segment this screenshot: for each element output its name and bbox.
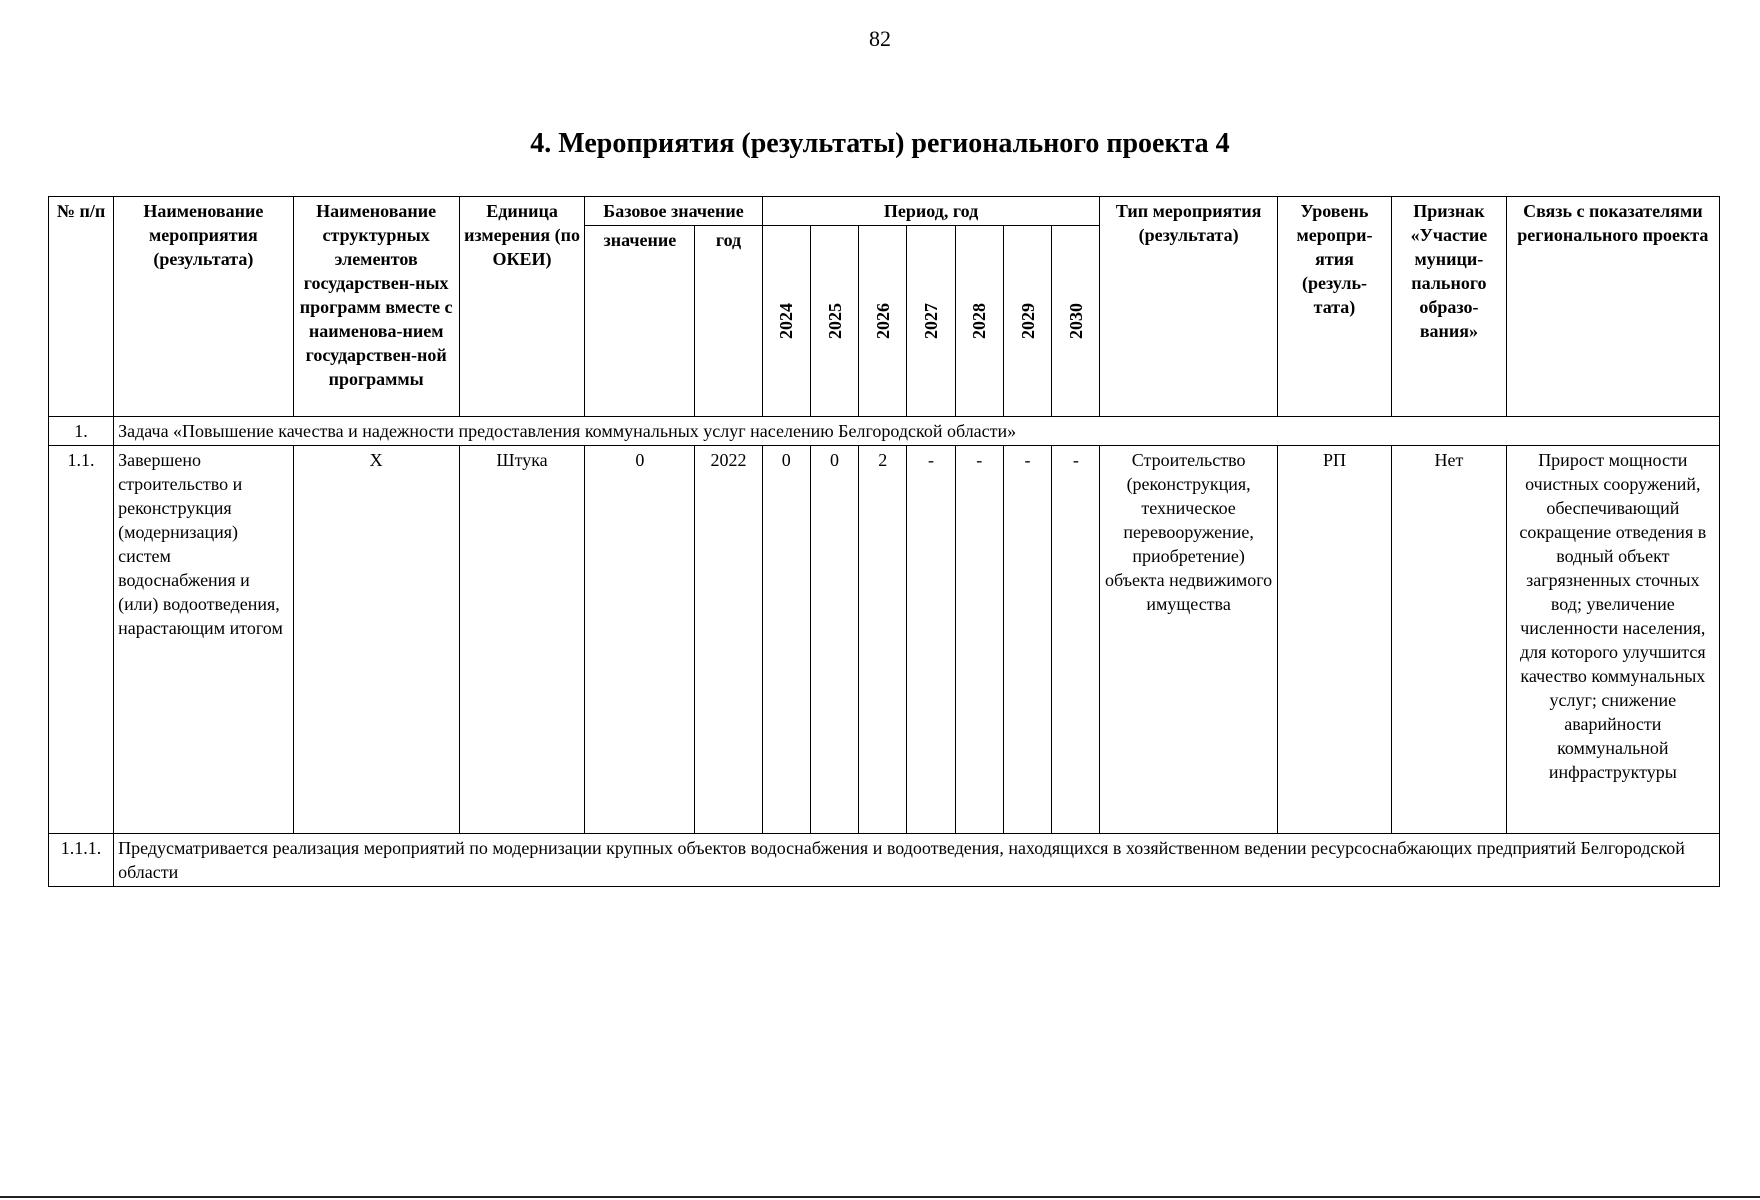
event-year-2025: 0 (810, 446, 858, 834)
section-title: 4. Мероприятия (результаты) регионального проекта 4 (530, 128, 1230, 159)
event-year-2027: - (907, 446, 955, 834)
year-label: 2030 (1065, 303, 1086, 339)
task-text: Задача «Повышение качества и надежности предоставления коммунальных услуг населению Белгородской области» (114, 417, 1720, 446)
header-year-2026 (859, 226, 907, 417)
event-unit: Штука (459, 446, 585, 834)
event-year-2030: - (1052, 446, 1100, 834)
event-year-2026: 2 (859, 446, 907, 834)
event-row (49, 446, 1720, 834)
year-label: 2028 (969, 303, 990, 339)
header-period: Период, год (762, 197, 1100, 226)
header-year-2030 (1052, 226, 1100, 417)
event-year-2024: 0 (762, 446, 810, 834)
header-year-2027 (907, 226, 955, 417)
year-label: 2025 (824, 303, 845, 339)
event-link: Прирост мощности очистных сооружений, обеспечивающий сокращение отведения в водный объект загрязненных сточных вод; увеличение численности населения, для которого улучшится качество коммунальных услуг; снижение аварийности коммунальной инфраструктуры (1506, 446, 1719, 834)
year-label: 2029 (1017, 303, 1038, 339)
task-row (49, 417, 1720, 446)
year-label: 2024 (776, 303, 797, 339)
header-year-2028 (955, 226, 1003, 417)
task-num: 1. (49, 417, 114, 446)
event-year-2029: - (1003, 446, 1051, 834)
header-name: Наименование мероприятия (результата) (114, 197, 294, 417)
header-base-year: год (695, 226, 762, 417)
year-label: 2027 (921, 303, 942, 339)
header-level: Уровень меропри-ятия (резуль-тата) (1277, 197, 1391, 417)
header-row-1 (49, 197, 1720, 226)
event-type: Строительство (реконструкция, техническое перевооружение, приобретение) объекта недвижимого имущества (1100, 446, 1277, 834)
event-base-year: 2022 (695, 446, 762, 834)
header-unit: Единица измерения (по ОКЕИ) (459, 197, 585, 417)
subevent-num: 1.1.1. (49, 834, 114, 887)
header-base: Базовое значение (585, 197, 762, 226)
event-level: РП (1277, 446, 1391, 834)
header-num: № п/п (49, 197, 114, 417)
header-year-2025 (810, 226, 858, 417)
event-base-value: 0 (585, 446, 695, 834)
header-year-2029 (1003, 226, 1051, 417)
event-year-2028: - (955, 446, 1003, 834)
header-structural: Наименование структурных элементов государствен-ных программ вместе с наименова-нием государствен-ной программы (293, 197, 459, 417)
header-municipal: Признак «Участие муници-пального образо-вания» (1392, 197, 1506, 417)
header-base-value: значение (585, 226, 695, 417)
event-structural: X (293, 446, 459, 834)
header-link: Связь с показателями регионального проекта (1506, 197, 1719, 417)
subevent-row (49, 834, 1720, 887)
year-label: 2026 (872, 303, 893, 339)
subevent-text: Предусматривается реализация мероприятий по модернизации крупных объектов водоснабжения и водоотведения, находящихся в хозяйственном ведении ресурсоснабжающих предприятий Белгородской области (114, 834, 1720, 887)
events-table (48, 196, 1720, 887)
bottom-rule (0, 1196, 1760, 1198)
event-name: Завершено строительство и реконструкция (модернизация) систем водоснабжения и (или) водоотведения, нарастающим итогом (114, 446, 294, 834)
event-municipal: Нет (1392, 446, 1506, 834)
header-year-2024 (762, 226, 810, 417)
header-type: Тип мероприятия (результата) (1100, 197, 1277, 417)
page-number: 82 (869, 26, 891, 51)
event-num: 1.1. (49, 446, 114, 834)
